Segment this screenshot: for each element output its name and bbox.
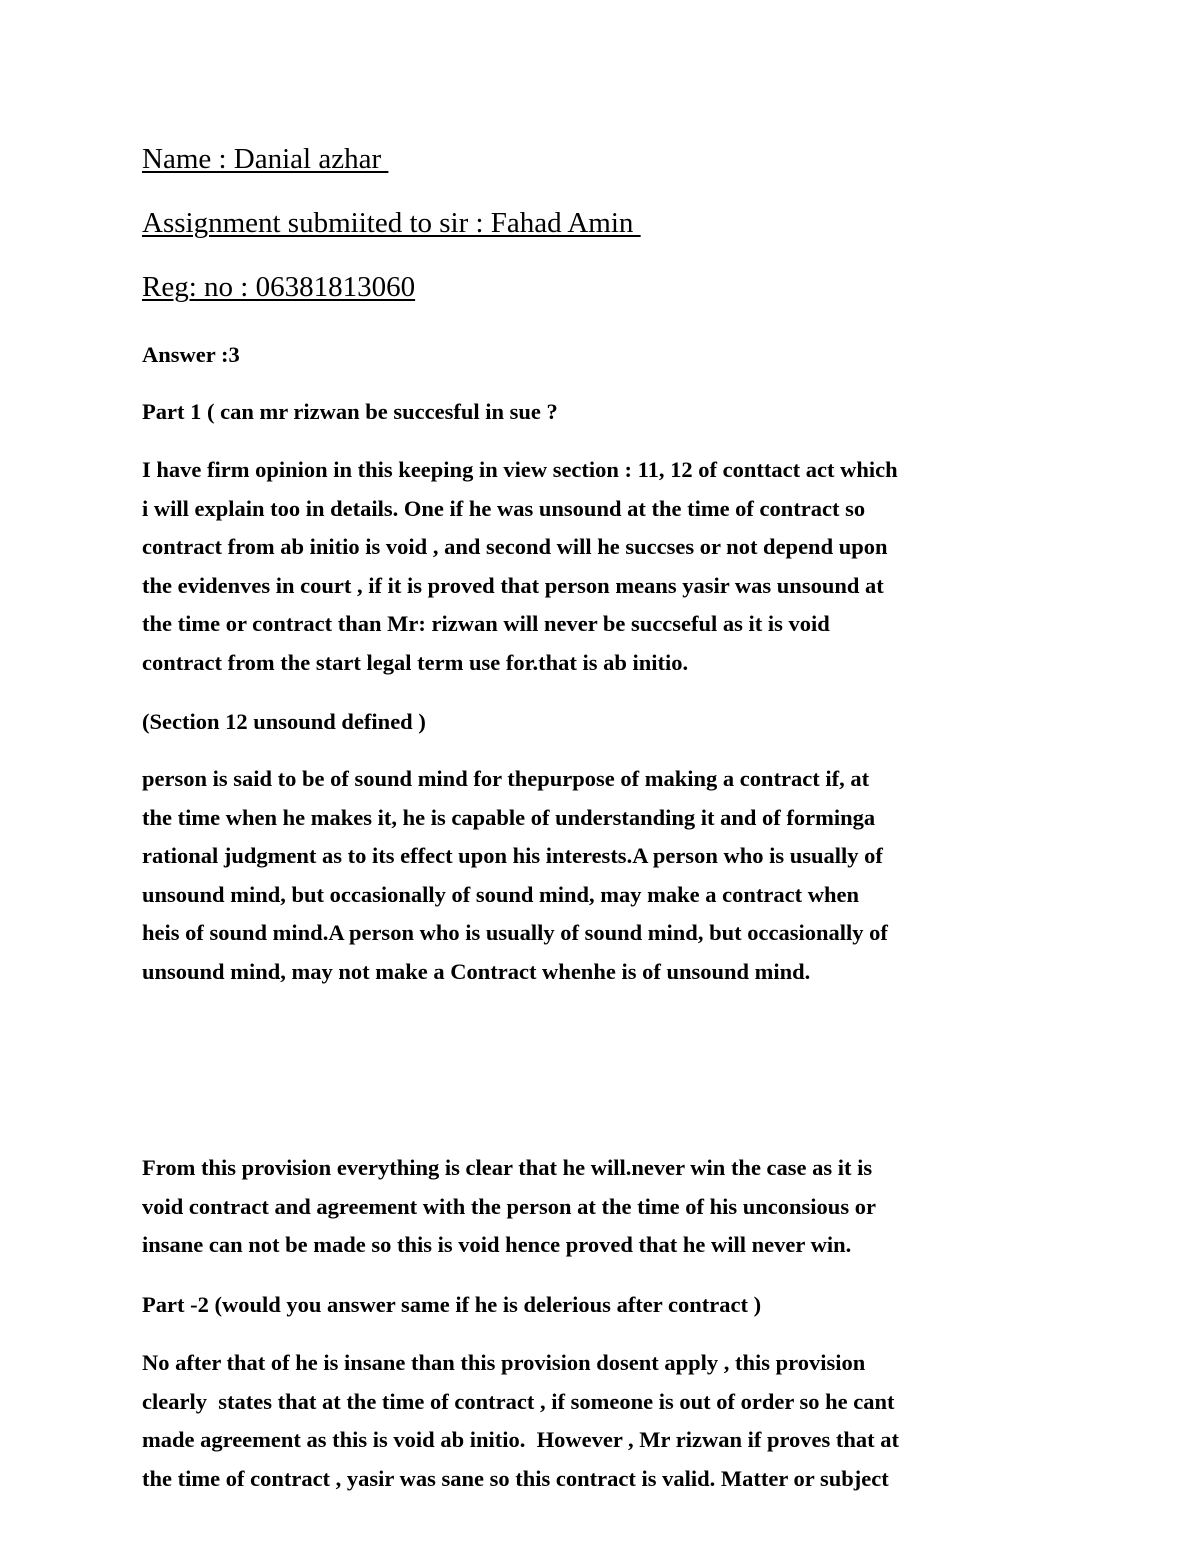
paragraph-line: insane can not be made so this is void hence proved that he will never win.	[142, 1232, 852, 1258]
paragraph-line: unsound mind, may not make a Contract whenhe is of unsound mind.	[142, 958, 811, 984]
paragraph-line: the evidenves in court , if it is proved that person means yasir was unsound at	[142, 572, 884, 598]
paragraph-line: contract from ab initio is void , and second will he succses or not depend upon	[142, 534, 888, 560]
paragraph-line: i will explain too in details. One if he was unsound at the time of contract so	[142, 495, 866, 521]
part2-question: Part -2 (would you answer same if he is delerious after contract )	[142, 1292, 762, 1317]
paragraph-line: made agreement as this is void ab initio. However , Mr rizwan if proves that at	[142, 1427, 900, 1453]
paragraph-line: I have firm opinion in this keeping in view section : 11, 12 of conttact act which	[142, 457, 898, 482]
paragraph-line: From this provision everything is clear that he will.never win the case as it is	[142, 1155, 873, 1180]
paragraph-line: the time or contract than Mr: rizwan will never be succseful as it is void	[142, 611, 830, 637]
paragraph-line: heis of sound mind.A person who is usually of sound mind, but occasionally of	[142, 920, 888, 946]
part1-question: Part 1 ( can mr rizwan be succesful in sue ?	[142, 399, 558, 424]
answer-number: Answer :3	[142, 342, 240, 367]
paragraph-line: No after that of he is insane than this provision dosent apply , this provision	[142, 1350, 866, 1375]
section-heading: (Section 12 unsound defined )	[142, 709, 426, 734]
paragraph-line: person is said to be of sound mind for thepurpose of making a contract if, at	[142, 766, 870, 791]
paragraph-line: the time when he makes it, he is capable of understanding it and of forminga	[142, 804, 876, 830]
paragraph-line: unsound mind, but occasionally of sound mind, may make a contract when	[142, 881, 860, 907]
after-contract-paragraph	[142, 1344, 1072, 1498]
assignment-submitted-to: Assignment submiited to sir : Fahad Amin	[142, 207, 641, 239]
registration-number: Reg: no : 06381813060	[142, 271, 416, 303]
opinion-paragraph	[142, 451, 1072, 683]
paragraph-line: clearly states that at the time of contract , if someone is out of order so he cant	[142, 1388, 895, 1414]
provision-paragraph	[142, 1149, 1072, 1265]
paragraph-line: contract from the start legal term use for.that is ab initio.	[142, 649, 689, 675]
student-name: Name : Danial azhar	[142, 143, 389, 175]
paragraph-line: rational judgment as to its effect upon his interests.A person who is usually of	[142, 843, 883, 869]
paragraph-line: the time of contract , yasir was sane so this contract is valid. Matter or subject	[142, 1465, 889, 1491]
sound-mind-paragraph	[142, 760, 1072, 992]
paragraph-line: void contract and agreement with the person at the time of his unconsious or	[142, 1193, 876, 1219]
